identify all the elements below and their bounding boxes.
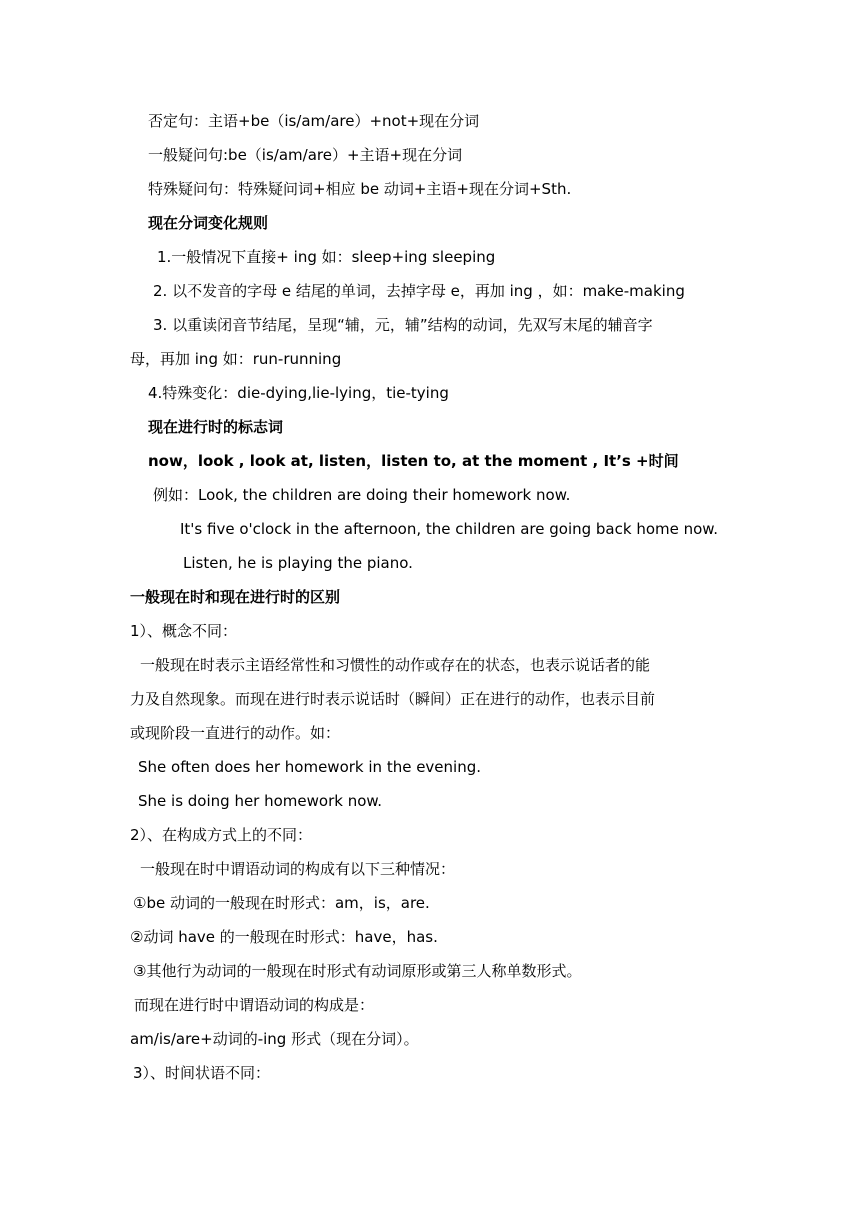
progressive-form-intro: 而现在进行时中谓语动词的构成是：	[134, 996, 375, 1014]
simple-present-forms-intro: 一般现在时中谓语动词的构成有以下三种情况：	[140, 860, 456, 878]
rule-2: 2. 以不发音的字母 e 结尾的单词，去掉字母 e，再加 ing ，如：make-making	[153, 282, 685, 300]
negative-sentence-rule: 否定句：主语+be（is/am/are）+not+现在分词	[148, 112, 480, 130]
progressive-form: am/is/are+动词的-ing 形式（现在分词）。	[130, 1030, 419, 1048]
section-heading-participle-rules: 现在分词变化规则	[148, 214, 269, 232]
example-1: 例如：Look, the children are doing their homework now.	[153, 486, 571, 504]
example-2: It's five o'clock in the afternoon, the children are going back home now.	[180, 520, 718, 538]
rule-1: 1.一般情况下直接+ ing 如：sleep+ing sleeping	[157, 248, 496, 266]
simple-present-form-3: ③其他行为动词的一般现在时形式有动词原形或第三人称单数形式。	[133, 962, 582, 980]
section-heading-signal-words: 现在进行时的标志词	[148, 418, 284, 436]
simple-present-form-1: ①be 动词的一般现在时形式：am，is，are.	[133, 894, 430, 912]
point-1-heading: 1）、概念不同：	[130, 622, 238, 640]
rule-3-continued: 母，再加 ing 如：run-running	[130, 350, 342, 368]
section-heading-difference: 一般现在时和现在进行时的区别	[130, 588, 341, 606]
yes-no-question-rule: 一般疑问句:be（is/am/are）+主语+现在分词	[148, 146, 463, 164]
signal-words-list: now，look , look at, listen，listen to, at the moment , It’s +时间	[148, 452, 679, 470]
concept-example-1: She often does her homework in the evening.	[138, 758, 482, 776]
point-3-heading: 3）、时间状语不同：	[133, 1064, 271, 1082]
concept-example-2: She is doing her homework now.	[138, 792, 383, 810]
example-3: Listen, he is playing the piano.	[183, 554, 413, 572]
concept-paragraph-line-2: 力及自然现象。而现在进行时表示说话时（瞬间）正在进行的动作，也表示目前	[130, 690, 656, 708]
simple-present-form-2: ②动词 have 的一般现在时形式：have，has.	[130, 928, 438, 946]
rule-4: 4.特殊变化：die-dying,lie-lying，tie-tying	[148, 384, 449, 402]
wh-question-rule: 特殊疑问句：特殊疑问词+相应 be 动词+主语+现在分词+Sth.	[148, 180, 572, 198]
concept-paragraph-line-1: 一般现在时表示主语经常性和习惯性的动作或存在的状态，也表示说话者的能	[140, 656, 651, 674]
rule-3: 3. 以重读闭音节结尾，呈现“辅，元，辅”结构的动词，先双写末尾的辅音字	[153, 316, 653, 334]
concept-paragraph-line-3: 或现阶段一直进行的动作。如：	[130, 724, 341, 742]
point-2-heading: 2）、在构成方式上的不同：	[130, 826, 313, 844]
